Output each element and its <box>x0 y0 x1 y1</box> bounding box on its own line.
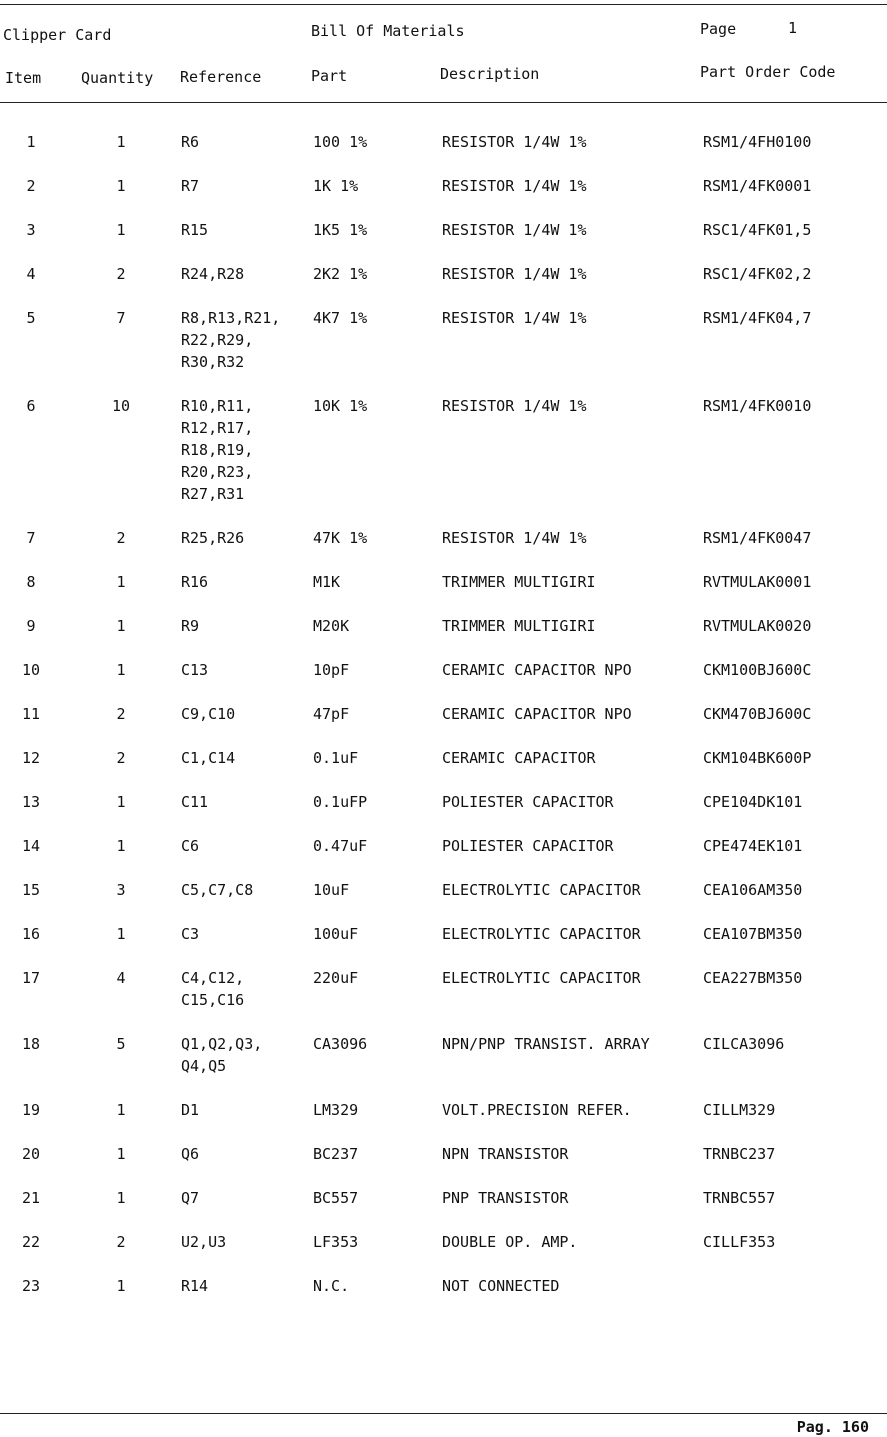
description-cell: RESISTOR 1/4W 1% <box>442 529 587 547</box>
quantity-cell: 2 <box>116 749 126 767</box>
item-cell: 7 <box>26 529 36 547</box>
quantity-cell: 10 <box>111 397 131 415</box>
description-cell: RESISTOR 1/4W 1% <box>442 133 587 151</box>
order-code-cell: CILLM329 <box>703 1101 776 1119</box>
item-cell: 9 <box>26 617 36 635</box>
reference-cell: R8,R13,R21, R22,R29, R30,R32 <box>181 309 281 371</box>
quantity-cell: 2 <box>116 529 126 547</box>
part-cell: M1K <box>313 573 341 591</box>
order-code-cell: CPE474EK101 <box>703 837 803 855</box>
footer-page-ref: Pag. 160 <box>796 1418 869 1436</box>
description-cell: TRIMMER MULTIGIRI <box>442 573 596 591</box>
part-cell: 10pF <box>313 661 350 679</box>
quantity-cell: 1 <box>116 1101 126 1119</box>
reference-cell: C9,C10 <box>181 705 236 723</box>
description-cell: ELECTROLYTIC CAPACITOR <box>442 925 641 943</box>
quantity-cell: 1 <box>116 1189 126 1207</box>
description-cell: POLIESTER CAPACITOR <box>442 793 614 811</box>
description-cell: RESISTOR 1/4W 1% <box>442 221 587 239</box>
part-cell: CA3096 <box>313 1035 368 1053</box>
reference-cell: C6 <box>181 837 200 855</box>
page-label: Page <box>700 20 737 38</box>
reference-cell: R14 <box>181 1277 209 1295</box>
item-cell: 20 <box>21 1145 41 1163</box>
item-cell: 3 <box>26 221 36 239</box>
quantity-cell: 1 <box>116 573 126 591</box>
reference-cell: U2,U3 <box>181 1233 227 1251</box>
reference-cell: Q1,Q2,Q3, Q4,Q5 <box>181 1035 263 1075</box>
doc-title: Clipper Card <box>3 26 112 44</box>
item-cell: 13 <box>21 793 41 811</box>
reference-cell: C1,C14 <box>181 749 236 767</box>
reference-cell: R10,R11, R12,R17, R18,R19, R20,R23, R27,R31 <box>181 397 254 503</box>
order-code-cell: CEA106AM350 <box>703 881 803 899</box>
order-code-cell: RSC1/4FK02,2 <box>703 265 812 283</box>
quantity-cell: 1 <box>116 661 126 679</box>
reference-cell: R15 <box>181 221 209 239</box>
part-cell: 0.47uF <box>313 837 368 855</box>
order-code-cell: RSC1/4FK01,5 <box>703 221 812 239</box>
header-rule <box>0 102 887 103</box>
part-cell: M20K <box>313 617 350 635</box>
item-cell: 5 <box>26 309 36 327</box>
order-code-cell: RSM1/4FK0047 <box>703 529 812 547</box>
part-cell: 47pF <box>313 705 350 723</box>
part-cell: 4K7 1% <box>313 309 368 327</box>
reference-cell: D1 <box>181 1101 200 1119</box>
quantity-cell: 2 <box>116 705 126 723</box>
part-cell: 100 1% <box>313 133 368 151</box>
order-code-cell: CPE104DK101 <box>703 793 803 811</box>
column-header-order-code: Part Order Code <box>700 63 836 81</box>
top-rule <box>0 4 887 5</box>
part-cell: 47K 1% <box>313 529 368 547</box>
description-cell: ELECTROLYTIC CAPACITOR <box>442 881 641 899</box>
part-cell: BC557 <box>313 1189 359 1207</box>
part-cell: N.C. <box>313 1277 350 1295</box>
item-cell: 17 <box>21 969 41 987</box>
order-code-cell: RSM1/4FK04,7 <box>703 309 812 327</box>
column-header-item: Item <box>5 69 42 87</box>
quantity-cell: 1 <box>116 133 126 151</box>
quantity-cell: 2 <box>116 265 126 283</box>
part-cell: 10uF <box>313 881 350 899</box>
column-header-reference: Reference <box>180 68 262 86</box>
quantity-cell: 1 <box>116 1277 126 1295</box>
quantity-cell: 1 <box>116 617 126 635</box>
reference-cell: C5,C7,C8 <box>181 881 254 899</box>
quantity-cell: 1 <box>116 1145 126 1163</box>
reference-cell: C13 <box>181 661 209 679</box>
column-header-quantity: Quantity <box>81 69 154 87</box>
description-cell: NPN/PNP TRANSIST. ARRAY <box>442 1035 650 1053</box>
item-cell: 14 <box>21 837 41 855</box>
quantity-cell: 7 <box>116 309 126 327</box>
quantity-cell: 1 <box>116 221 126 239</box>
reference-cell: R7 <box>181 177 200 195</box>
description-cell: RESISTOR 1/4W 1% <box>442 265 587 283</box>
page-number: 1 <box>788 19 798 37</box>
quantity-cell: 2 <box>116 1233 126 1251</box>
order-code-cell: CKM100BJ600C <box>703 661 812 679</box>
item-cell: 8 <box>26 573 36 591</box>
part-cell: BC237 <box>313 1145 359 1163</box>
description-cell: ELECTROLYTIC CAPACITOR <box>442 969 641 987</box>
column-header-part: Part <box>311 67 348 85</box>
description-cell: NOT CONNECTED <box>442 1277 560 1295</box>
quantity-cell: 3 <box>116 881 126 899</box>
item-cell: 6 <box>26 397 36 415</box>
reference-cell: Q6 <box>181 1145 200 1163</box>
order-code-cell: CILLF353 <box>703 1233 776 1251</box>
quantity-cell: 1 <box>116 177 126 195</box>
reference-cell: C3 <box>181 925 200 943</box>
description-cell: DOUBLE OP. AMP. <box>442 1233 578 1251</box>
item-cell: 12 <box>21 749 41 767</box>
item-cell: 15 <box>21 881 41 899</box>
item-cell: 22 <box>21 1233 41 1251</box>
description-cell: POLIESTER CAPACITOR <box>442 837 614 855</box>
footer-rule <box>0 1413 887 1414</box>
description-cell: CERAMIC CAPACITOR NPO <box>442 661 632 679</box>
item-cell: 19 <box>21 1101 41 1119</box>
description-cell: VOLT.PRECISION REFER. <box>442 1101 632 1119</box>
reference-cell: R16 <box>181 573 209 591</box>
part-cell: 0.1uFP <box>313 793 368 811</box>
quantity-cell: 1 <box>116 793 126 811</box>
item-cell: 16 <box>21 925 41 943</box>
reference-cell: R24,R28 <box>181 265 245 283</box>
description-cell: RESISTOR 1/4W 1% <box>442 397 587 415</box>
order-code-cell: RSM1/4FK0001 <box>703 177 812 195</box>
item-cell: 1 <box>26 133 36 151</box>
description-cell: CERAMIC CAPACITOR NPO <box>442 705 632 723</box>
item-cell: 2 <box>26 177 36 195</box>
column-header-description: Description <box>440 65 540 83</box>
order-code-cell: CILCA3096 <box>703 1035 785 1053</box>
quantity-cell: 4 <box>116 969 126 987</box>
reference-cell: C4,C12, C15,C16 <box>181 969 245 1009</box>
part-cell: 100uF <box>313 925 359 943</box>
part-cell: 0.1uF <box>313 749 359 767</box>
doc-type: Bill Of Materials <box>311 22 465 40</box>
order-code-cell: CKM470BJ600C <box>703 705 812 723</box>
description-cell: PNP TRANSISTOR <box>442 1189 569 1207</box>
item-cell: 11 <box>21 705 41 723</box>
reference-cell: R6 <box>181 133 200 151</box>
part-cell: 220uF <box>313 969 359 987</box>
item-cell: 21 <box>21 1189 41 1207</box>
order-code-cell: TRNBC557 <box>703 1189 776 1207</box>
reference-cell: R25,R26 <box>181 529 245 547</box>
description-cell: RESISTOR 1/4W 1% <box>442 309 587 327</box>
part-cell: 10K 1% <box>313 397 368 415</box>
item-cell: 4 <box>26 265 36 283</box>
part-cell: 1K 1% <box>313 177 359 195</box>
order-code-cell: RSM1/4FH0100 <box>703 133 812 151</box>
reference-cell: R9 <box>181 617 200 635</box>
part-cell: LM329 <box>313 1101 359 1119</box>
quantity-cell: 5 <box>116 1035 126 1053</box>
reference-cell: C11 <box>181 793 209 811</box>
order-code-cell: RSM1/4FK0010 <box>703 397 812 415</box>
part-cell: 2K2 1% <box>313 265 368 283</box>
order-code-cell: CKM104BK600P <box>703 749 812 767</box>
order-code-cell: RVTMULAK0020 <box>703 617 812 635</box>
quantity-cell: 1 <box>116 837 126 855</box>
item-cell: 18 <box>21 1035 41 1053</box>
description-cell: TRIMMER MULTIGIRI <box>442 617 596 635</box>
item-cell: 23 <box>21 1277 41 1295</box>
part-cell: 1K5 1% <box>313 221 368 239</box>
order-code-cell: RVTMULAK0001 <box>703 573 812 591</box>
part-cell: LF353 <box>313 1233 359 1251</box>
quantity-cell: 1 <box>116 925 126 943</box>
description-cell: CERAMIC CAPACITOR <box>442 749 596 767</box>
description-cell: NPN TRANSISTOR <box>442 1145 569 1163</box>
order-code-cell: CEA227BM350 <box>703 969 803 987</box>
item-cell: 10 <box>21 661 41 679</box>
order-code-cell: TRNBC237 <box>703 1145 776 1163</box>
order-code-cell: CEA107BM350 <box>703 925 803 943</box>
description-cell: RESISTOR 1/4W 1% <box>442 177 587 195</box>
reference-cell: Q7 <box>181 1189 200 1207</box>
